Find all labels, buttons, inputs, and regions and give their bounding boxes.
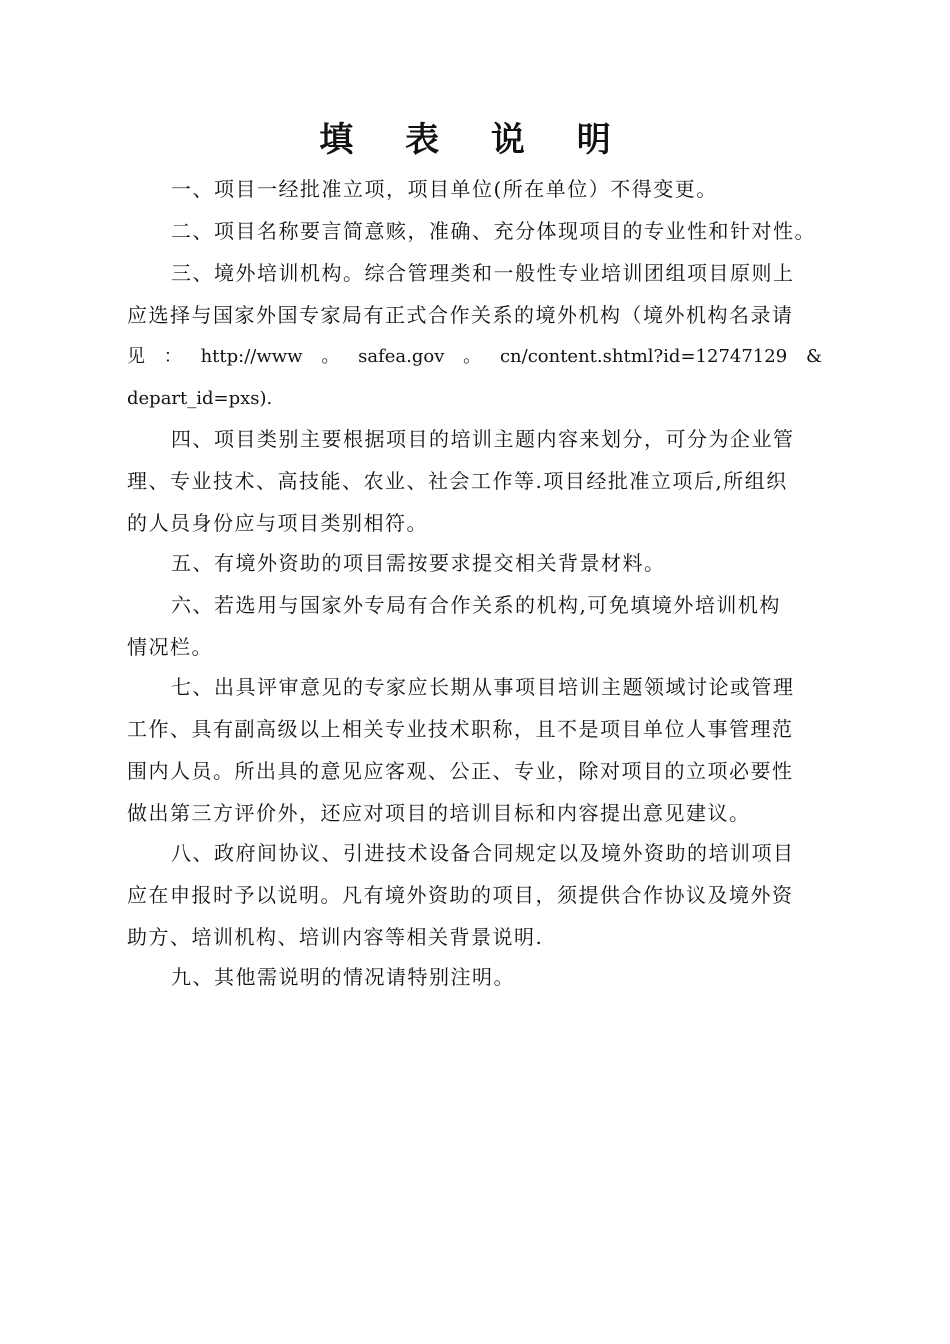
item-1-text: 一、项目一经批准立项，项目单位(所在单位）不得变更。 <box>171 177 718 201</box>
item-8-line-3: 助方、培训机构、培训内容等相关背景说明. <box>127 925 544 949</box>
item-3-line-1: 三、境外培训机构。综合管理类和一般性专业培训团组项目原则上 <box>171 261 795 285</box>
item-7 <box>127 666 822 834</box>
item-2 <box>127 210 822 252</box>
url-part: safea.gov <box>358 346 445 367</box>
item-7-line-3: 围内人员。所出具的意见应客观、公正、专业，除对项目的立项必要性 <box>127 759 794 783</box>
item-4 <box>127 418 822 544</box>
url-part: ： <box>163 346 182 367</box>
url-part: http://www <box>200 346 303 367</box>
url-part: cn/content.shtml?id=12747129 <box>499 346 788 367</box>
url-part: 。 <box>321 346 340 367</box>
item-7-line-2: 工作、具有副高级以上相关专业技术职称，且不是项目单位人事管理范 <box>127 717 794 741</box>
item-6-line-1: 六、若选用与国家外专局有合作关系的机构,可免填境外培训机构 <box>171 593 781 617</box>
url-part: 见 <box>127 346 145 367</box>
item-3-url-line <box>127 336 822 378</box>
item-7-line-1: 七、出具评审意见的专家应长期从事项目培训主题领域讨论或管理 <box>171 675 795 699</box>
item-6 <box>127 584 822 668</box>
item-5 <box>127 542 822 584</box>
item-1 <box>127 168 822 210</box>
item-3-line-4: depart_id=pxs). <box>127 388 273 409</box>
item-3-line-2: 应选择与国家外国专家局有正式合作关系的境外机构（境外机构名录请 <box>127 303 794 327</box>
item-4-line-1: 四、项目类别主要根据项目的培训主题内容来划分，可分为企业管 <box>171 427 795 451</box>
item-4-line-2: 理、专业技术、高技能、农业、社会工作等.项目经批准立项后,所组织 <box>127 469 788 493</box>
item-4-line-3: 的人员身份应与项目类别相符。 <box>127 511 428 535</box>
item-9 <box>127 956 822 998</box>
url-part: & <box>805 346 822 367</box>
item-8 <box>127 832 822 958</box>
item-2-text: 二、项目名称要言简意赅，准确、充分体现项目的专业性和针对性。 <box>171 219 816 243</box>
item-3 <box>127 252 822 420</box>
item-8-line-2: 应在申报时予以说明。凡有境外资助的项目，须提供合作协议及境外资 <box>127 883 794 907</box>
item-6-line-2: 情况栏。 <box>127 635 213 659</box>
item-8-line-1: 八、政府间协议、引进技术设备合同规定以及境外资助的培训项目 <box>171 841 795 865</box>
item-9-text: 九、其他需说明的情况请特别注明。 <box>171 965 515 989</box>
item-5-text: 五、有境外资助的项目需按要求提交相关背景材料。 <box>171 551 666 575</box>
page-title: 填 表 说 明 <box>319 120 631 160</box>
item-7-line-4: 做出第三方评价外，还应对项目的培训目标和内容提出意见建议。 <box>127 801 751 825</box>
url-part: 。 <box>463 346 482 367</box>
